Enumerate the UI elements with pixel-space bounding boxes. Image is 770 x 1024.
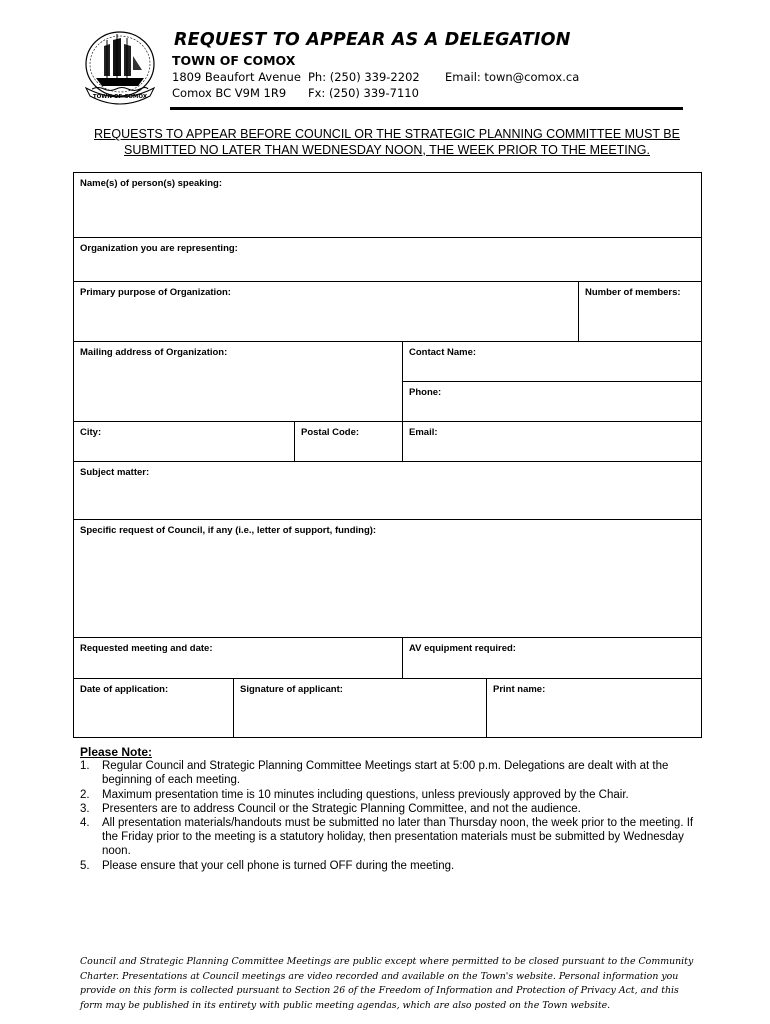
email-field[interactable]	[403, 422, 701, 462]
contact-name-label: Contact Name:	[409, 347, 477, 358]
delegation-form	[73, 172, 702, 738]
submission-deadline-notice: REQUESTS TO APPEAR BEFORE COUNCIL OR THE STRATEGIC PLANNING COMMITTEE MUST BE SUBMITTED NO LATER THAN WEDNESDAY NOON, THE WEEK PRIOR TO THE MEETING.	[94, 127, 680, 157]
phone-number: Ph: (250) 339-2202	[308, 70, 420, 84]
list-item: 1. Regular Council and Strategic Planning Committee Meetings start at 5:00 p.m. Delegations are dealt with at the beginning of each meeting.	[80, 760, 669, 787]
list-item: 4. All presentation materials/handouts must be submitted no later than Thursday noon, the week prior to the meeting. If the Friday prior to the meeting is a statutory holiday, then presentation materials must be submitted by Wednesday noon.	[80, 817, 694, 858]
address-line-1: 1809 Beaufort Avenue	[172, 70, 301, 84]
number-of-members-field[interactable]	[579, 282, 701, 342]
subject-matter-label: Subject matter:	[80, 467, 150, 478]
logo-text: TOWN OF COMOX	[92, 94, 148, 100]
contact-name-field[interactable]	[403, 342, 701, 382]
mailing-address-label: Mailing address of Organization:	[80, 347, 228, 358]
mailing-address-field[interactable]	[74, 342, 403, 422]
print-name-field[interactable]	[487, 679, 701, 737]
meeting-date-field[interactable]	[74, 638, 403, 679]
subject-matter-field[interactable]	[74, 462, 701, 520]
specific-request-field[interactable]	[74, 520, 701, 638]
signature-label: Signature of applicant:	[240, 684, 343, 695]
av-equipment-field[interactable]	[403, 638, 701, 679]
address-line-2: Comox BC V9M 1R9	[172, 86, 287, 100]
persons-speaking-field[interactable]	[74, 173, 701, 238]
list-item: 2. Maximum presentation time is 10 minutes including questions, unless previously approved by the Chair.	[80, 788, 629, 801]
signature-field[interactable]	[234, 679, 487, 737]
print-name-label: Print name:	[493, 684, 546, 695]
organization-field[interactable]	[74, 238, 701, 282]
privacy-footer: Council and Strategic Planning Committee Meetings are public except where permitted to be closed pursuant to the Community Charter. Presentations at Council meetings are video recorded and available on the Town's website. Personal information you provide on this form is collected pursuant to Section 26 of the Freedom of Information and Protection of Privacy Act, and this form may be published in its entirety with public meeting agendas, which are also posted on the Town website.	[80, 956, 694, 1011]
city-label: City:	[80, 427, 102, 438]
list-item: 3. Presenters are to address Council or the Strategic Planning Committee, and not the audience.	[80, 802, 581, 815]
postal-code-field[interactable]	[295, 422, 403, 462]
meeting-date-label: Requested meeting and date:	[80, 643, 213, 654]
postal-code-label: Postal Code:	[301, 427, 360, 438]
email-address: Email: town@comox.ca	[445, 70, 580, 84]
town-of-comox-logo	[80, 26, 160, 106]
date-of-application-field[interactable]	[74, 679, 234, 737]
notes-list	[80, 759, 700, 873]
email-label: Email:	[409, 427, 438, 438]
phone-label: Phone:	[409, 387, 442, 398]
av-equipment-label: AV equipment required:	[409, 643, 516, 654]
organization-label: Organization you are representing:	[80, 243, 238, 254]
city-field[interactable]	[74, 422, 295, 462]
specific-request-label: Specific request of Council, if any (i.e., letter of support, funding):	[80, 525, 377, 536]
town-name: TOWN OF COMOX	[172, 53, 296, 68]
number-of-members-label: Number of members:	[585, 287, 681, 298]
header-divider	[170, 107, 683, 110]
notes-title: Please Note:	[80, 745, 153, 759]
list-item: 5. Please ensure that your cell phone is turned OFF during the meeting.	[80, 859, 455, 872]
notes-section	[80, 745, 700, 873]
primary-purpose-field[interactable]	[74, 282, 579, 342]
date-of-application-label: Date of application:	[80, 684, 169, 695]
fax-number: Fx: (250) 339-7110	[308, 86, 419, 100]
primary-purpose-label: Primary purpose of Organization:	[80, 287, 231, 298]
persons-speaking-label: Name(s) of person(s) speaking:	[80, 178, 222, 189]
form-title: REQUEST TO APPEAR AS A DELEGATION	[174, 30, 571, 50]
phone-field[interactable]	[403, 382, 701, 422]
